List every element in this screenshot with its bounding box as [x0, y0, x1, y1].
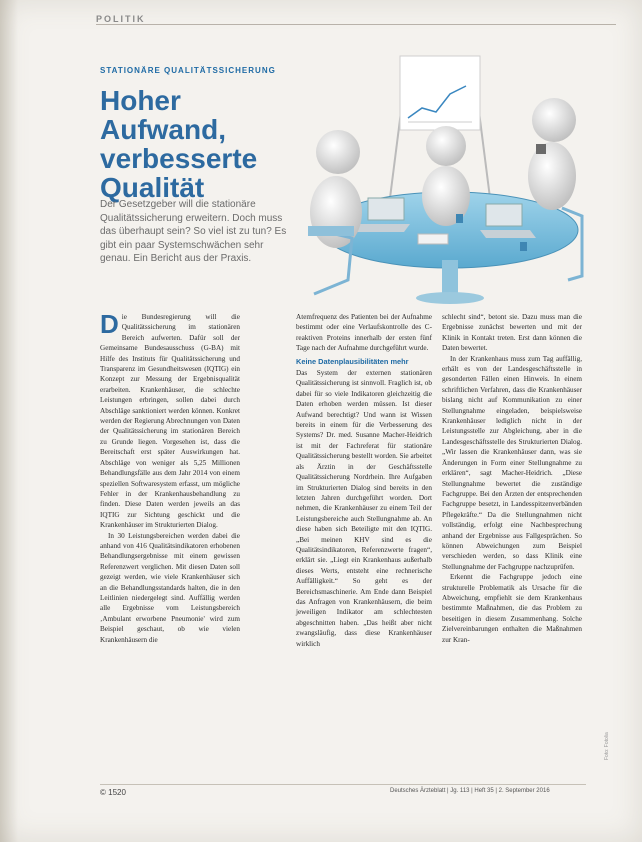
page-number-value: 1520 — [108, 788, 126, 797]
body-column-3 — [442, 312, 582, 645]
page-number: © 1520 — [100, 788, 126, 797]
paragraph: Atemfrequenz des Patienten bei der Aufnahme bestimmt oder eine Verlaufskontrolle des C-reaktiven Proteins innerhalb der ersten fünf Tage nach der Aufnahme durchgeführt wurde. — [296, 313, 432, 353]
document-stack — [418, 234, 448, 244]
article-kicker: STATIONÄRE QUALITÄTSSICHERUNG — [100, 66, 276, 75]
article-headline: Hoher Aufwand, verbesserte Qualität — [100, 85, 258, 203]
paragraph: schlecht sind“, betont sie. Dazu muss man die Ergebnisse zunächst bewerten und mit der Klinik in Kontakt treten. Erst dann können die Daten bewertet. — [442, 313, 582, 353]
cup-icon — [520, 242, 527, 251]
image-credit: Foto: Fotolia — [604, 732, 610, 760]
figure-center — [422, 126, 470, 226]
footer-rule — [100, 784, 586, 785]
drop-cap: D — [100, 309, 119, 339]
paragraph: In der Krankenhaus muss zum Tag auffällig, erhält es von der Landesgeschäftsstelle in gesonderten Fällen einen Hinweis. In einem schriftlichen Verfahren, dass die Krankenhäuser bislang nicht auf Kommunikation zu einer Stellungnahme eingeladen, beispielsweise Krankenhäuser lediglich nicht in der Leistungsstelle zur Abgleichung, aber in die Landesgeschäftsstelle des Strukturierten Dialog. „Wir lassen die Krankenhäuser dann, was sie Änderungen in Form einer Stellungnahme zu erklären“, sagt Macher-Heidrich. „Diese Stellungnahme bewertet die zuständige Fachgruppe. Bei den Ärzten der entsprechenden Fachgruppe besetzt, in Landesspitzenverbänden Pflegekräfte.“ Da die Stellungnahmen nicht vollständig, erfolgt eine Nachbesprechung anhand der Ergebnisse aus Fallgesprächen. So können Abweichungen zum Beispiel verschieden werden, so dass Klinik eine Stellungnahme der Fachgruppe nachzuprüfen. — [442, 354, 582, 571]
body-column-2 — [296, 312, 432, 649]
body-column-1 — [100, 309, 240, 645]
paragraph: In 30 Leistungsbereichen werden dabei die anhand von 416 Qualitätsindikatoren erhobenen Behandlungsergebnisse mit einem gewissen Referenzwert verglichen. Mit diesen Daten soll gezeigt werden, wie viele Krankenhäuser sich an die Behandlungsstandards halten, die in den Leitlinien niedergelegt sind. Auffällig werden alle Ergebnisse vom Leistungsbereich ‚Ambulant erworbene Pneumonie' wird zum Beispiel geschaut, ob wie vielen Krankenhäusern die — [100, 531, 240, 644]
paragraph: Erkennt die Fachgruppe jedoch eine strukturelle Problematik als Ursache für die Abweichung, empfiehlt sie dem Krankenhaus bestimmte Maßnahmen, die das Problem zu beseitigen in diesem Zusammenhang. Solche Zielvereinbarungen enthalten die Maßnahmen zur Kran- — [442, 573, 582, 644]
phone-icon — [536, 144, 546, 154]
subheading: Keine Datenplausibilitäten mehr — [296, 356, 409, 366]
figure-left — [308, 130, 362, 294]
article-intro: Der Gesetzgeber will die stationäre Qualitätssicherung erweitern. Doch muss das überhaupt sein? So viel ist zu tun? Es gibt ein paar Systemschwächen sehr genau. Ein Bericht aus der Praxis. — [100, 199, 287, 264]
section-rule — [96, 14, 616, 25]
paragraph: Das System der externen stationären Qualitätssicherung ist sinnvoll. Fraglich ist, ob dabei für so viele Indikatoren gleichzeitig die Daten erhoben werden müssen. Ist dieser Aufwand berechtigt? Und wann ist Wissen bereits in einem für die Verbesserung des Systems? Dr. med. Susanne Macher-Heidrich ist mit der Fachreferat für stationäre Qualitätssicherung bestellt worden. Sie arbeitet als Ärztin in der Geschäftsstelle Qualitätssicherung Nordrhein. Ihre Aufgaben im Strukturierten Dialog sind bereits in den letzten Jahren durchgeführt worden. Dort nehmen, die Krankenhäuser zu einem Teil der Leistungsbereiche auch Stellungnahme ab. An diese haben sich Beteiligte mit den IQTIG. „Bei meinen KHV sind es die Qualitätsindikatoren, Referenzwerte fragen“, erklärt sie. „Liegt ein Krankenhaus außerhalb dieses Werts, entsteht eine rechnerische Auffälligkeit.“ So geht es der Bereichsmaschinerie. Am Ende dann Beispiel das Anfragen von Krankenhäusern, die beim jeweiligen Indikator am schlechtesten abgeschnitten haben. „Das heißt aber nicht zwangsläufig, dass diese Krankenhäuser wirklich — [296, 369, 432, 648]
meeting-illustration — [290, 48, 610, 306]
binding-shadow — [0, 0, 18, 842]
paragraph: ie Bundesregierung will die Qualitätssicherung im stationären Bereich aufwerten. Dafür soll der Gemeinsame Bundesausschuss (G-BA) mit Hilfe des Instituts für Qualitätssicherung und Transparenz im Gesundheitswesen (IQTIG) ein Konzept zur Messung der Ergebnisqualität erarbeiten. Krankenhäuser, die schlechte Leistungen erbringen, sollen dabei durch Abschläge sanktioniert werden können. Konkret werden der Regierung Abrechnungen von Daten der Qualitätssicherung im stationären Bereich zu Grunde liegen. Vorgesehen ist, dass die Bereitschaft erst später Auswirkungen hat. Abschläge von weniger als 5,25 Millionen Behandlungsfälle aus dem Jahr 2014 von einem speziellen Softwaresystem erfasst, um mögliche Fehler in der Krankenhausbehandlung zu finden. Diese Daten werden jeweils an das IQTIG zur Sichtung geschickt und die Krankenhäuser im Strukturierten Dialog. — [100, 313, 240, 530]
section-label: POLITIK — [96, 14, 146, 24]
cup-icon — [456, 214, 463, 223]
publication-line: Deutsches Ärzteblatt | Jg. 113 | Heft 35 | 2. September 2016 — [390, 788, 550, 794]
